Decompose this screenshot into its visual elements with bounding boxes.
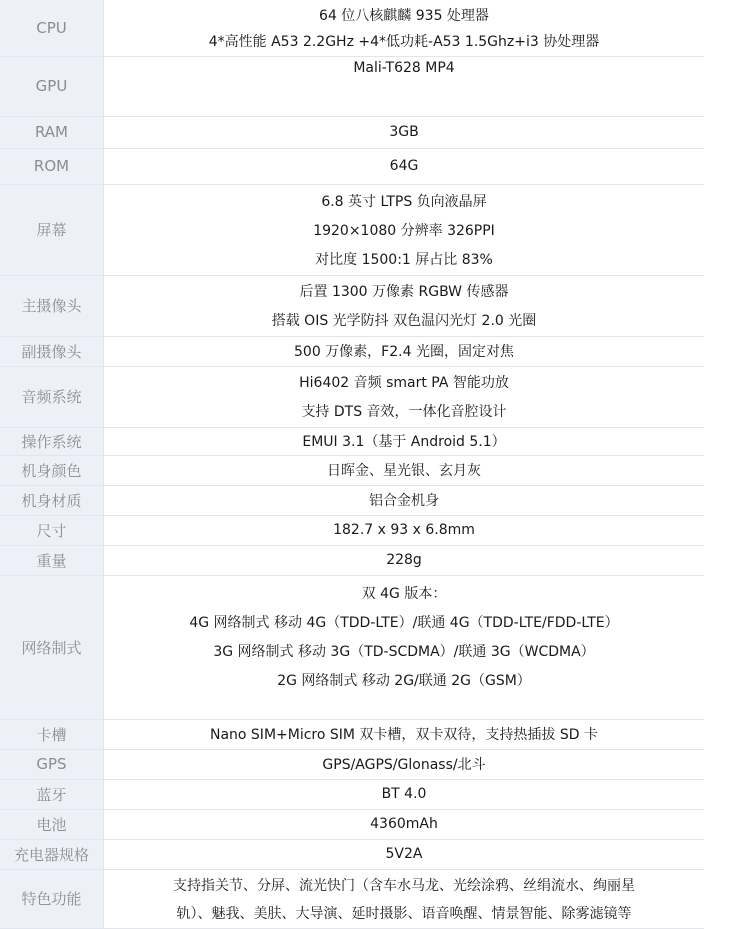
spec-value <box>104 839 705 869</box>
spec-value <box>104 56 705 116</box>
spec-value <box>104 366 705 427</box>
spec-label: 屏幕 <box>0 184 104 275</box>
spec-label: 操作系统 <box>0 427 104 455</box>
spec-value-line: 182.7 x 93 x 6.8mm <box>333 522 475 538</box>
spec-value-line: GPS/AGPS/Glonass/北斗 <box>322 757 486 773</box>
spec-value-line: Mali-T628 MP4 <box>353 59 455 76</box>
spec-label: 卡槽 <box>0 719 104 749</box>
spec-value-line: 支持指关节、分屏、流光快门（含车水马龙、光绘涂鸦、丝绢流水、绚丽星 <box>173 877 635 894</box>
spec-label: 蓝牙 <box>0 779 104 809</box>
spec-value-line: 铝合金机身 <box>369 493 439 509</box>
spec-value <box>104 184 705 275</box>
spec-row-sim <box>0 719 704 749</box>
spec-label: GPS <box>0 749 104 779</box>
spec-row-ram <box>0 116 704 148</box>
spec-value-line: 双 4G 版本： <box>361 585 447 602</box>
spec-value <box>104 116 705 148</box>
spec-label: GPU <box>0 56 104 116</box>
spec-label: 特色功能 <box>0 869 104 928</box>
spec-value <box>104 148 705 184</box>
spec-label: 机身颜色 <box>0 455 104 485</box>
spec-value <box>104 0 705 56</box>
spec-value <box>104 515 705 545</box>
spec-row-gpu <box>0 56 704 116</box>
spec-row-main-camera <box>0 275 704 336</box>
spec-value-line: 4360mAh <box>370 816 438 832</box>
spec-value <box>104 869 705 928</box>
spec-value-line: 搭载 OIS 光学防抖 双色温闪光灯 2.0 光圈 <box>271 312 537 329</box>
spec-label: 网络制式 <box>0 575 104 719</box>
spec-row-material <box>0 485 704 515</box>
spec-row-weight <box>0 545 704 575</box>
spec-row-rom <box>0 148 704 184</box>
spec-value-line: EMUI 3.1（基于 Android 5.1） <box>302 434 506 450</box>
spec-row-battery <box>0 809 704 839</box>
spec-value-line: 后置 1300 万像素 RGBW 传感器 <box>299 283 509 300</box>
spec-row-bluetooth <box>0 779 704 809</box>
spec-value <box>104 749 705 779</box>
spec-value-line: BT 4.0 <box>381 786 427 802</box>
spec-value-line: 4*高性能 A53 2.2GHz +4*低功耗-A53 1.5Ghz+i3 协处理器 <box>208 34 600 50</box>
spec-value-line: 64G <box>389 158 419 174</box>
spec-value-line: 3G 网络制式 移动 3G（TD-SCDMA）/联通 3G（WCDMA） <box>213 643 595 660</box>
spec-value <box>104 719 705 749</box>
spec-value <box>104 427 705 455</box>
spec-row-charger <box>0 839 704 869</box>
spec-value-line: 64 位八核麒麟 935 处理器 <box>319 8 489 24</box>
spec-value-line: 1920×1080 分辨率 326PPI <box>313 222 495 239</box>
spec-row-features <box>0 869 704 928</box>
spec-value-line: 轨）、魅我、美肤、大导演、延时摄影、语音唤醒、情景智能、除雾滤镜等 <box>176 905 632 922</box>
spec-value-line: 5V2A <box>385 846 423 862</box>
spec-label: 机身材质 <box>0 485 104 515</box>
spec-value-line: 2G 网络制式 移动 2G/联通 2G（GSM） <box>277 672 531 689</box>
spec-value-line: 4G 网络制式 移动 4G（TDD-LTE）/联通 4G（TDD-LTE/FDD-LTE） <box>189 614 619 631</box>
spec-label: 主摄像头 <box>0 275 104 336</box>
spec-label: 重量 <box>0 545 104 575</box>
spec-value-line: 日晖金、星光银、玄月灰 <box>327 463 481 479</box>
spec-row-front-camera <box>0 336 704 366</box>
spec-value <box>104 455 705 485</box>
spec-label: 音频系统 <box>0 366 104 427</box>
spec-label: 副摄像头 <box>0 336 104 366</box>
spec-row-colors <box>0 455 704 485</box>
spec-row-os <box>0 427 704 455</box>
spec-row-size <box>0 515 704 545</box>
spec-value <box>104 809 705 839</box>
spec-row-network <box>0 575 704 719</box>
spec-label: CPU <box>0 0 104 56</box>
spec-label: 尺寸 <box>0 515 104 545</box>
spec-value-line: 6.8 英寸 LTPS 负向液晶屏 <box>321 193 487 210</box>
spec-value-line: 对比度 1500:1 屏占比 83% <box>315 251 493 268</box>
spec-value <box>104 779 705 809</box>
spec-value-line: 228g <box>386 552 422 568</box>
spec-value-line: 500 万像素，F2.4 光圈，固定对焦 <box>294 344 514 360</box>
spec-value <box>104 485 705 515</box>
spec-value-line: 3GB <box>389 124 419 140</box>
spec-row-audio <box>0 366 704 427</box>
spec-value <box>104 575 705 719</box>
spec-label: ROM <box>0 148 104 184</box>
spec-value <box>104 336 705 366</box>
spec-value-line: Nano SIM+Micro SIM 双卡槽，双卡双待，支持热插拔 SD 卡 <box>209 727 598 743</box>
spec-value-line: Hi6402 音频 smart PA 智能功放 <box>299 374 509 391</box>
spec-row-screen <box>0 184 704 275</box>
spec-value-line: 支持 DTS 音效，一体化音腔设计 <box>301 403 507 420</box>
spec-value <box>104 275 705 336</box>
spec-row-cpu <box>0 0 704 56</box>
spec-row-gps <box>0 749 704 779</box>
spec-value <box>104 545 705 575</box>
spec-label: 充电器规格 <box>0 839 104 869</box>
spec-label: 电池 <box>0 809 104 839</box>
spec-label: RAM <box>0 116 104 148</box>
